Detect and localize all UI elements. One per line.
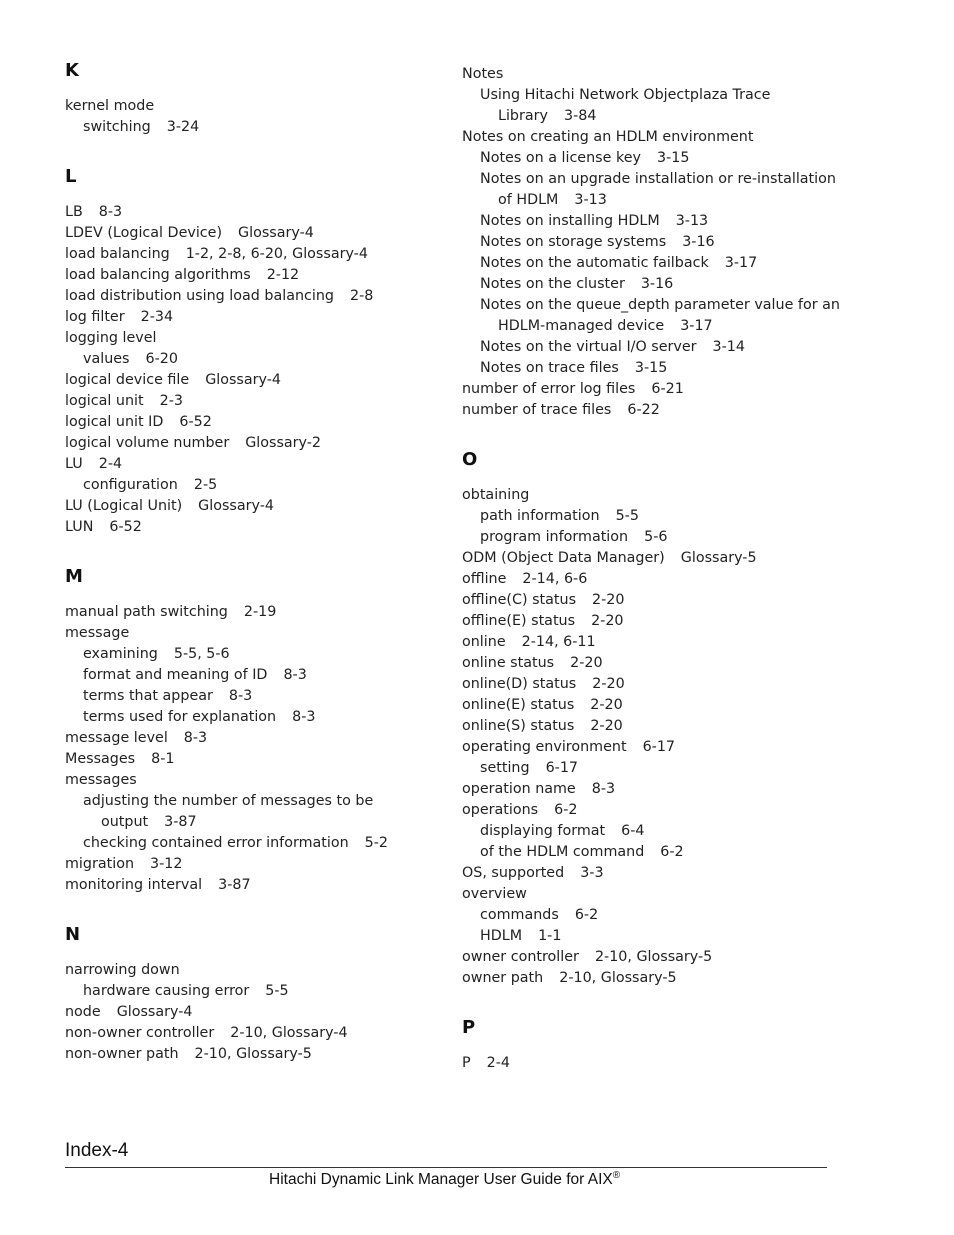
index-entry [65,265,450,286]
index-term: offline [462,571,507,587]
index-entry [462,358,842,379]
page-reference: 2-12 [266,267,300,283]
index-term: logical unit ID [65,414,164,430]
index-entry [65,307,450,328]
section-letter: P [462,1017,476,1038]
index-entry [65,433,450,454]
page-reference: 6-22 [627,402,660,418]
index-term: program information [480,529,629,545]
index-entry [65,391,450,412]
index-entry [65,665,450,686]
index-term: LB [65,204,83,220]
page-reference: 8-1 [151,751,175,767]
page-reference: 6-2 [554,802,578,818]
index-term: online(E) status [462,697,575,713]
section-letter: K [65,60,79,81]
page-reference: Glossary-4 [205,372,281,388]
page-reference: 2-19 [243,604,277,620]
page-reference: 2-20 [591,613,624,629]
index-entry [65,728,450,749]
index-entry [65,117,450,138]
index-entry [462,548,842,569]
page-reference: 5-5, 5-6 [173,646,230,662]
page-reference: 6-2 [574,907,599,923]
index-term: message level [65,730,168,746]
document-title [269,1170,620,1189]
page-reference: 2-10, Glossary-5 [194,1046,312,1062]
page-reference: 2-8 [349,288,374,304]
index-section [65,924,450,1065]
page-reference: 3-13 [574,192,607,208]
index-term: load balancing [65,246,170,262]
index-entry [462,337,842,358]
index-entry [462,842,842,863]
index-term: logical unit [65,393,144,409]
index-entry [462,527,842,548]
index-term: Notes on an upgrade installation or re-installation of HDLM [480,171,836,208]
index-entry [462,169,842,211]
index-entry [462,506,842,527]
index-entry [462,611,842,632]
index-entry [462,653,842,674]
index-term: message [65,625,130,641]
index-term: of the HDLM command [480,844,645,860]
index-entry [65,454,450,475]
index-entry [65,1044,450,1065]
index-term: Notes on installing HDLM [480,213,660,229]
page-number: Index-4 [65,1140,129,1161]
index-entry [65,854,450,875]
page-reference: 3-13 [675,213,709,229]
page-reference: 5-6 [644,529,668,545]
page-reference: 3-3 [580,865,604,881]
index-term: messages [65,772,137,788]
index-term: format and meaning of ID [83,667,268,683]
index-term: LUN [65,519,94,535]
index-section [462,449,842,989]
index-term: load balancing algorithms [65,267,251,283]
index-entry [65,328,450,349]
index-entry [462,737,842,758]
page-reference: 2-14, 6-6 [522,571,588,587]
index-term: Notes on the queue_depth parameter value for an HDLM-managed device [480,297,840,334]
index-section [65,566,450,896]
page-reference: 3-16 [640,276,674,292]
index-term: offline(C) status [462,592,577,608]
index-entry [462,632,842,653]
index-term: migration [65,856,134,872]
index-term: overview [462,886,527,902]
index-term: LDEV (Logical Device) [65,225,223,241]
page-reference: 8-3 [591,781,616,797]
index-entry [462,968,842,989]
index-entry [462,211,842,232]
page-reference: 5-2 [364,835,389,851]
index-entry [65,833,450,854]
index-entry [462,926,842,947]
page-reference: 8-3 [183,730,208,746]
index-section [462,1017,842,1074]
index-term: Notes on creating an HDLM environment [462,129,754,145]
page-reference: 3-84 [564,108,597,124]
index-entry [65,875,450,896]
index-term: checking contained error information [83,835,349,851]
page-reference: 2-20 [592,592,625,608]
index-term: P [462,1055,471,1071]
page-reference: 2-4 [98,456,123,472]
index-term: online(S) status [462,718,575,734]
page-reference: 6-17 [642,739,676,755]
index-entry [65,475,450,496]
page-reference: 3-17 [680,318,713,334]
index-entry [462,253,842,274]
index-term: examining [83,646,158,662]
page-reference: 3-12 [150,856,183,872]
page-reference: 3-16 [682,234,715,250]
page-reference: 2-3 [159,393,183,409]
document-title-text: Hitachi Dynamic Link Manager User Guide for AIX [269,1171,613,1189]
index-term: LU (Logical Unit) [65,498,183,514]
index-term: monitoring interval [65,877,203,893]
index-term: Notes on storage systems [480,234,667,250]
page-reference: 6-20 [145,351,178,367]
page-reference: 8-3 [98,204,123,220]
index-term: online(D) status [462,676,577,692]
index-entry [462,779,842,800]
index-entry [65,791,450,833]
page-reference: 3-87 [218,877,251,893]
page-reference: 2-10, Glossary-5 [594,949,713,965]
index-entry [65,623,450,644]
page-reference: 2-34 [140,309,174,325]
page-reference: 3-87 [164,814,197,830]
page-reference: 2-20 [590,718,623,734]
index-entry [65,496,450,517]
index-entry [462,295,842,337]
index-entry [65,349,450,370]
page-reference: 3-24 [166,119,200,135]
index-entry [65,202,450,223]
page-reference: 2-20 [590,697,623,713]
index-entry [462,758,842,779]
index-term: ODM (Object Data Manager) [462,550,665,566]
index-entry [462,863,842,884]
index-term: log filter [65,309,125,325]
page-reference: 5-5 [265,983,289,999]
section-letter: N [65,924,81,945]
index-entry [65,981,450,1002]
index-entry [65,770,450,791]
index-term: OS, supported [462,865,565,881]
section-letter: O [462,449,478,470]
index-term: number of error log files [462,381,636,397]
page-reference: 2-4 [486,1055,510,1071]
index-term: offline(E) status [462,613,576,629]
index-entry [462,400,842,421]
page-reference: Glossary-2 [245,435,322,451]
index-term: non-owner path [65,1046,179,1062]
registered-mark: ® [612,1170,621,1181]
page-reference: 8-3 [292,709,316,725]
index-term: configuration [83,477,178,493]
index-entry [65,686,450,707]
page-reference: 2-10, Glossary-4 [230,1025,348,1041]
index-term: logical device file [65,372,190,388]
index-entry [462,127,842,148]
index-entry [65,960,450,981]
index-entry [462,274,842,295]
index-term: online [462,634,506,650]
index-entry [462,947,842,968]
page-reference: 6-17 [545,760,579,776]
index-entry [462,1053,842,1074]
index-term: operation name [462,781,576,797]
index-term: obtaining [462,487,530,503]
index-term: switching [83,119,151,135]
index-term: online status [462,655,555,671]
index-entry [462,716,842,737]
index-entry [65,517,450,538]
index-entry [462,884,842,905]
index-entry [462,85,842,127]
index-term: HDLM [480,928,523,944]
section-letter: M [65,566,83,587]
page-reference: 2-10, Glossary-5 [559,970,677,986]
page-reference: 8-3 [228,688,253,704]
index-term: Notes on the virtual I/O server [480,339,697,355]
index-term: hardware causing error [83,983,250,999]
index-term: owner controller [462,949,579,965]
page-reference: 6-52 [109,519,142,535]
index-term: Notes on the automatic failback [480,255,709,271]
index-term: Using Hitachi Network Objectplaza Trace Library [480,87,771,124]
page-reference: 2-20 [570,655,603,671]
page-reference: 8-3 [283,667,307,683]
index-term: adjusting the number of messages to be output [83,793,374,830]
index-term: setting [480,760,530,776]
index-term: terms used for explanation [83,709,277,725]
index-entry [462,148,842,169]
page-reference: 3-14 [712,339,745,355]
index-term: logical volume number [65,435,230,451]
page-reference: 3-15 [634,360,668,376]
page-reference: 1-1 [538,928,562,944]
index-term: values [83,351,130,367]
page-reference: 2-20 [592,676,625,692]
page-reference: 6-4 [621,823,645,839]
index-entry [462,232,842,253]
index-term: operations [462,802,539,818]
index-entry [462,800,842,821]
index-entry [462,379,842,400]
index-term: path information [480,508,600,524]
index-entry [462,590,842,611]
page-reference: 6-52 [179,414,212,430]
index-section [65,166,450,538]
index-entry [65,749,450,770]
index-entry [462,64,842,85]
index-term: owner path [462,970,544,986]
index-entry [462,695,842,716]
index-term: operating environment [462,739,627,755]
index-entry [65,412,450,433]
index-term: kernel mode [65,98,155,114]
footer-divider [65,1167,827,1168]
index-entry [65,96,450,117]
index-entry [65,1002,450,1023]
index-entry [65,1023,450,1044]
index-entry [65,644,450,665]
page-reference: Glossary-4 [198,498,274,514]
page-reference: 6-21 [651,381,684,397]
page-reference: Glossary-4 [238,225,314,241]
index-entry [462,674,842,695]
index-term: non-owner controller [65,1025,215,1041]
page-reference: 5-5 [615,508,639,524]
index-entry [65,707,450,728]
index-entry [462,821,842,842]
index-term: Notes [462,66,504,82]
index-term: Messages [65,751,136,767]
index-term: Notes on a license key [480,150,641,166]
page-reference: 2-5 [193,477,218,493]
page-reference: Glossary-4 [116,1004,193,1020]
index-term: manual path switching [65,604,228,620]
index-entry [462,905,842,926]
index-section [462,0,842,421]
index-term: number of trace files [462,402,612,418]
index-entry [65,223,450,244]
index-entry [462,485,842,506]
index-term: displaying format [480,823,606,839]
index-term: commands [480,907,559,923]
page-reference: Glossary-5 [680,550,757,566]
page-reference: 6-2 [660,844,684,860]
index-term: load distribution using load balancing [65,288,334,304]
index-term: logging level [65,330,157,346]
index-term: Notes on the cluster [480,276,625,292]
index-term: LU [65,456,83,472]
index-entry [65,244,450,265]
index-term: narrowing down [65,962,180,978]
page-reference: 1-2, 2-8, 6-20, Glossary-4 [185,246,368,262]
index-entry [65,370,450,391]
index-term: terms that appear [83,688,213,704]
index-entry [462,569,842,590]
index-term: Notes on trace files [480,360,619,376]
index-term: node [65,1004,101,1020]
index-column-left [65,0,450,1093]
section-letter: L [65,166,77,187]
page-reference: 3-15 [656,150,690,166]
index-column-right [462,0,842,1102]
index-entry [65,286,450,307]
page-reference: 3-17 [724,255,758,271]
page-reference: 2-14, 6-11 [521,634,596,650]
index-entry [65,602,450,623]
index-section [65,0,450,138]
